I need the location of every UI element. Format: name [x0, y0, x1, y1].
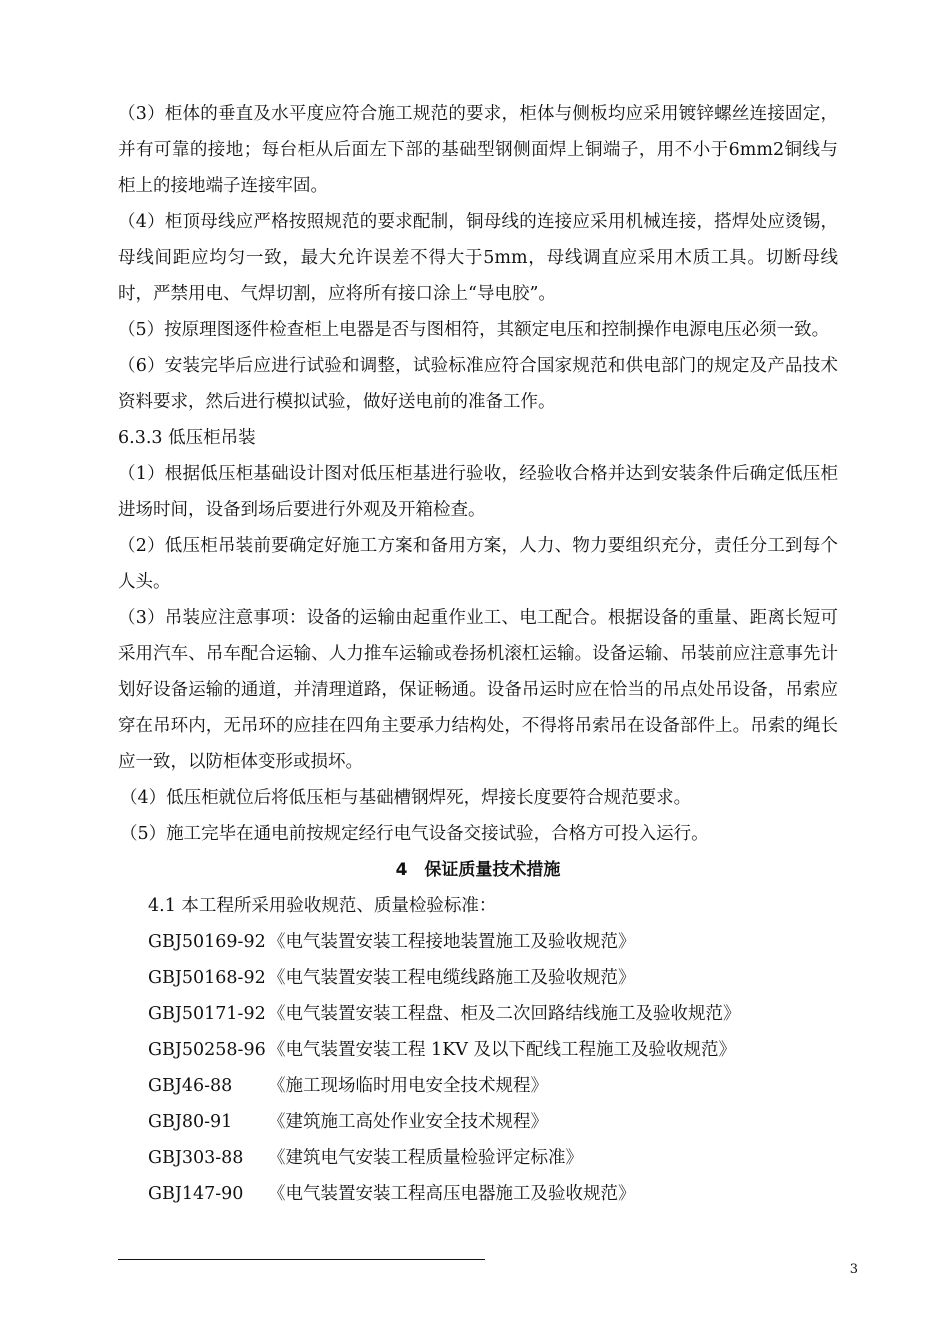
- standard-code: GBJ50168-92: [148, 968, 266, 988]
- standard-name: 《电气装置安装工程接地装置施工及验收规范》: [268, 932, 636, 952]
- standard-item: [148, 996, 838, 1032]
- standard-code: GBJ303-88: [148, 1148, 244, 1168]
- standard-item: [148, 1176, 838, 1212]
- paragraph-lifting-plan: （2）低压柜吊装前要确定好施工方案和备用方案，人力、物力要组织充分，责任分工到每个人头。: [118, 536, 838, 592]
- standard-code: GBJ50171-92: [148, 1004, 266, 1024]
- standard-code: GBJ50169-92: [148, 932, 266, 952]
- standard-item: [148, 1104, 838, 1140]
- paragraph-testing: （6）安装完毕后应进行试验和调整，试验标准应符合国家规范和供电部门的规定及产品技术资料要求，然后进行模拟试验，做好送电前的准备工作。: [118, 356, 838, 412]
- page-number: 3: [849, 1262, 858, 1277]
- paragraph-electrical-check: （5）按原理图逐件检查柜上电器是否与图相符，其额定电压和控制操作电源电压必须一致。: [118, 320, 830, 340]
- standard-name: 《电气装置安装工程电缆线路施工及验收规范》: [268, 968, 636, 988]
- standard-item: [148, 1140, 838, 1176]
- standard-code: GBJ50258-96: [148, 1040, 266, 1060]
- standard-item: [148, 1032, 838, 1068]
- standard-name: 《建筑电气安装工程质量检验评定标准》: [268, 1148, 583, 1168]
- standard-code: GBJ147-90: [148, 1184, 244, 1204]
- standard-name: 《建筑施工高处作业安全技术规程》: [268, 1112, 548, 1132]
- subsection-heading: 6.3.3 低压柜吊装: [118, 428, 256, 448]
- standard-name: 《施工现场临时用电安全技术规程》: [268, 1076, 548, 1096]
- standard-name: 《电气装置安装工程高压电器施工及验收规范》: [268, 1184, 636, 1204]
- footer-divider: [118, 1259, 485, 1260]
- paragraph-handover-test: （5）施工完毕在通电前按规定经行电气设备交接试验，合格方可投入运行。: [120, 824, 709, 844]
- standard-code: GBJ80-91: [148, 1112, 233, 1132]
- standard-name: 《电气装置安装工程盘、柜及二次回路结线施工及验收规范》: [268, 1004, 741, 1024]
- standards-list: [118, 924, 838, 1212]
- paragraph-welding: （4）低压柜就位后将低压柜与基础槽钢焊死，焊接长度要符合规范要求。: [120, 788, 692, 808]
- standard-item: [148, 960, 838, 996]
- paragraph-cabinet-verticality: （3）柜体的垂直及水平度应符合施工规范的要求，柜体与侧板均应采用镀锌螺丝连接固定，并有可靠的接地；每台柜从后面左下部的基础型钢侧面焊上铜端子，用不小于6mm2铜线与柜上的接地端子连接牢固。: [118, 104, 838, 196]
- paragraph-foundation-acceptance: （1）根据低压柜基础设计图对低压柜基进行验收，经验收合格并达到安装条件后确定低压柜进场时间，设备到场后要进行外观及开箱检查。: [118, 464, 838, 520]
- standard-item: [148, 1068, 838, 1104]
- document-body: [118, 96, 838, 1212]
- section-heading: 4 保证质量技术措施: [395, 860, 561, 880]
- paragraph-lifting-precautions: （3）吊装应注意事项：设备的运输由起重作业工、电工配合。根据设备的重量、距离长短可采用汽车、吊车配合运输、人力推车运输或卷扬机滚杠运输。设备运输、吊装前应注意事先计划好设备运输的通道，并清理道路，保证畅通。设备吊运时应在恰当的吊点处吊设备，吊索应穿在吊环内，无吊环的应挂在四角主要承力结构处，不得将吊索吊在设备部件上。吊索的绳长应一致，以防柜体变形或损坏。: [118, 608, 838, 772]
- paragraph-busbar: （4）柜顶母线应严格按照规范的要求配制，铜母线的连接应采用机械连接，搭焊处应烫锡，母线间距应均匀一致，最大允许误差不得大于5mm，母线调直应采用木质工具。切断母线时，严禁用电、气焊切割，应将所有接口涂上“导电胶”。: [118, 212, 838, 304]
- standard-item: [148, 924, 838, 960]
- standard-name: 《电气装置安装工程 1KV 及以下配线工程施工及验收规范》: [268, 1040, 736, 1060]
- standards-intro: 4.1 本工程所采用验收规范、质量检验标准：: [148, 896, 497, 916]
- standard-code: GBJ46-88: [148, 1076, 233, 1096]
